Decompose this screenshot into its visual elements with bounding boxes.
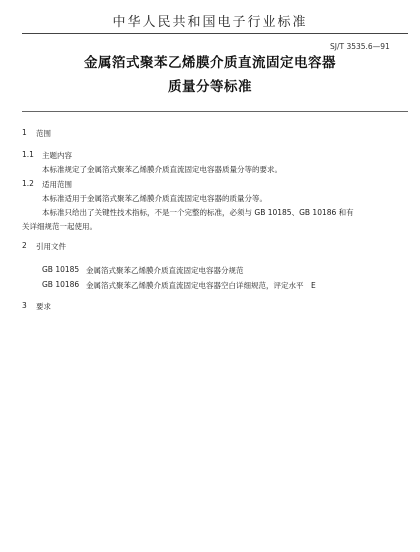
reference-text: 金属箔式聚苯乙烯膜介质直流固定电容器分规范	[86, 266, 244, 275]
header-divider	[22, 33, 408, 34]
document-title-line2: 质量分等标准	[168, 79, 252, 95]
section-title: 引用文件	[36, 242, 66, 251]
section-number: 3	[22, 301, 27, 310]
reference-code: GB 10185	[42, 265, 80, 274]
section-number: 1.1	[22, 150, 34, 159]
section-number: 2	[22, 241, 27, 250]
section-number: 1	[22, 128, 27, 137]
document-title-line1: 金属箔式聚苯乙烯膜介质直流固定电容器	[84, 55, 336, 71]
standard-code: SJ/T 3535.6—91	[330, 42, 390, 51]
section-1-2-body-line1: 本标准适用于金属箔式聚苯乙烯膜介质直流固定电容器的质量分等。	[42, 194, 267, 203]
section-1-2-body-line3: 关详细规范一起使用。	[22, 222, 97, 231]
reference-code: GB 10186	[42, 280, 80, 289]
section-title: 要求	[36, 302, 51, 311]
section-title: 主题内容	[42, 151, 72, 160]
standard-header-title: 中华人民共和国电子行业标准	[112, 15, 308, 30]
reference-text: 金属箔式聚苯乙烯膜介质直流固定电容器空白详细规范，评定水平 E	[86, 281, 316, 290]
section-1-1-body: 本标准规定了金属箔式聚苯乙烯膜介质直流固定电容器质量分等的要求。	[42, 165, 282, 174]
section-1-2-body-line2: 本标准只给出了关键性技术指标，不是一个完整的标准，必须与 GB 10185、GB 10186 和有	[42, 208, 354, 217]
section-title: 范围	[36, 129, 51, 138]
title-divider	[22, 111, 408, 112]
section-number: 1.2	[22, 179, 34, 188]
section-title: 适用范围	[42, 180, 72, 189]
